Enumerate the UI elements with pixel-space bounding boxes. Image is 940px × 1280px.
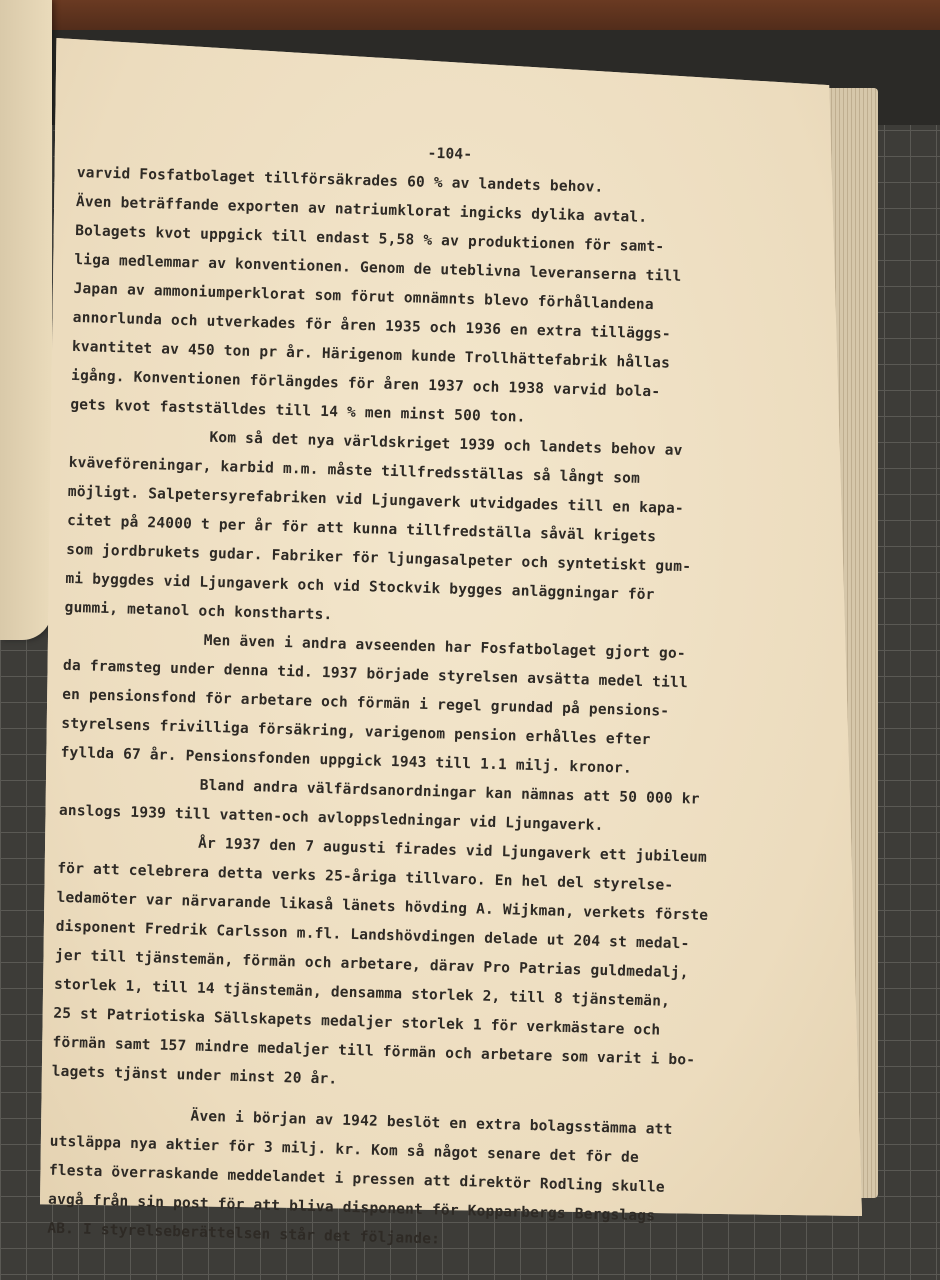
text-line: för att celebrera detta verks 25-åriga tillvaro. En hel del styrelse- — [57, 860, 674, 894]
paragraph — [70, 159, 822, 441]
text-line: kväveföreningar, karbid m.m. måste tillfredsställas så långt som — [68, 454, 641, 487]
text-line: lagets tjänst under minst 20 år. — [51, 1063, 338, 1088]
text-line: möjligt. Salpetersyrefabriken vid Ljungaverk utvidgades till en kapa- — [67, 483, 685, 518]
text-line: anslogs 1939 till vatten-och avloppsledningar vid Ljungaverk. — [58, 802, 604, 834]
text-line: Bland andra välfärdsanordningar kan nämnas att 50 000 kr — [199, 777, 700, 808]
text-line: Men även i andra avseenden har Fosfatbolaget gjort go- — [203, 632, 687, 663]
paragraph — [60, 623, 809, 789]
text-line: da framsteg under denna tid. 1937 började styrelsen avsätta medel till — [62, 657, 689, 692]
text-line: förmän samt 157 mindre medaljer till förmän och arbetare som varit i bo- — [52, 1034, 696, 1069]
text-line: ledamöter var närvarande likaså länets hövding A. Wijkman, verkets förste — [56, 889, 709, 924]
text-line: jer till tjänstemän, förmän och arbetare, därav Pro Patrias guldmedalj, — [54, 947, 689, 982]
text-line: 25 st Patriotiska Sällskapets medaljer storlek 1 för verkmästare och — [53, 1005, 661, 1039]
text-line: annorlunda och utverkades för åren 1935 och 1936 en extra tilläggs- — [72, 309, 672, 343]
text-line: styrelsens frivilliga försäkring, varigenom pension erhålles efter — [61, 715, 651, 749]
text-line: Japan av ammoniumperklorat som förut omnämnts blevo förhållandena — [73, 280, 654, 314]
text-line: År 1937 den 7 augusti firades vid Ljungaverk ett jubileum — [197, 835, 708, 866]
paragraph — [47, 1099, 796, 1265]
text-line: disponent Fredrik Carlsson m.fl. Landshövdingen delade ut 204 st medal- — [55, 918, 690, 953]
text-line: Även beträffande exporten av natriumklorat ingicks dylika avtal. — [75, 193, 648, 226]
text-line: varvid Fosfatbolaget tillförsäkrades 60 % av landets behov. — [76, 164, 604, 196]
text-line: utsläppa nya aktier för 3 milj. kr. Kom så något senare det för de — [49, 1133, 640, 1167]
text-line: avgå från sin post för att bliva disponent för Kopparbergs Bergslags — [47, 1191, 656, 1225]
text-line: AB. I styrelseberättelsen står det följande: — [47, 1220, 441, 1248]
left-page-edge — [0, 0, 52, 640]
text-line: fyllda 67 år. Pensionsfonden uppgick 1943 till 1.1 milj. kronor. — [60, 744, 633, 777]
text-line: som jordbrukets gudar. Fabriker för ljungasalpeter och syntetiskt gum- — [66, 541, 692, 576]
text-line: storlek 1, till 14 tjänstemän, densamma storlek 2, till 8 tjänstemän, — [53, 976, 671, 1010]
paragraph — [64, 420, 814, 644]
text-line: igång. Konventionen förlängdes för åren 1937 och 1938 varvid bola- — [70, 367, 661, 401]
text-line: gets kvot fastställdes till 14 % men minst 500 ton. — [70, 396, 526, 426]
text-line: Bolagets kvot uppgick till endast 5,58 % av produktionen för samt- — [74, 222, 665, 256]
text-line: Även i början av 1942 beslöt en extra bolagsstämma att — [190, 1108, 673, 1138]
text-line: liga medlemmar av konventionen. Genom de uteblivna leveranserna till — [74, 251, 682, 285]
typewritten-text — [47, 130, 823, 1264]
page-number: -104- — [427, 145, 473, 164]
text-line: flesta överraskande meddelandet i pressen att direktör Rodling skulle — [48, 1162, 666, 1196]
text-line: gummi, metanol och konstharts. — [64, 599, 333, 624]
text-line: mi byggdes vid Ljungaverk och vid Stockvik bygges anläggningar för — [65, 570, 655, 604]
text-line: kvantitet av 450 ton pr år. Härigenom kunde Trollhättefabrik hållas — [71, 338, 671, 372]
text-line: en pensionsfond för arbetare och förmän i regel grundad på pensions- — [62, 686, 670, 720]
text-line: Kom så det nya världskriget 1939 och landets behov av — [209, 429, 683, 460]
paragraph — [51, 826, 803, 1108]
text-line: citet på 24000 t per år för att kunna tillfredställa såväl krigets — [66, 512, 657, 546]
